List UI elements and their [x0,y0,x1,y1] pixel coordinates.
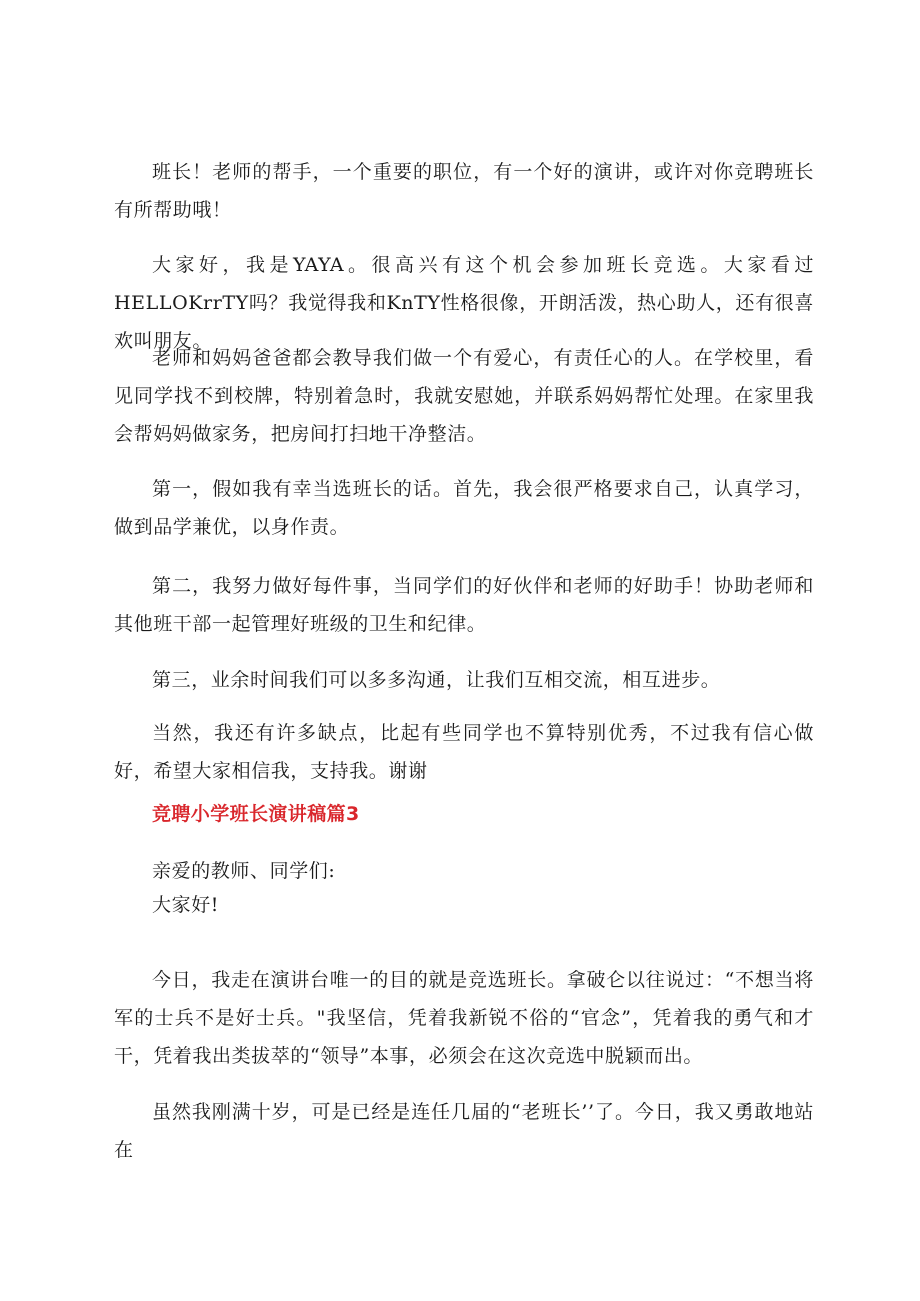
paragraph-speech-opening: 今日，我走在演讲台唯一的目的就是竞选班长。拿破仑以往说过：“不想当将军的士兵不是好士兵。"我坚信，凭着我新锐不俗的“官念”，凭着我的勇气和才干，凭着我出类拔萃的“领导”本事，必须会在这次竞选中脱颖而出。 [114,969,814,1067]
paragraph-speech-continued: 虽然我刚满十岁，可是已经是连任几届的“老班长’’了。今日，我又勇敢地站在 [114,1101,814,1161]
paragraph-point-two: 第二，我努力做好每件事，当同学们的好伙伴和老师的好助手！协助老师和其他班干部一起管理好班级的卫生和纪律。 [114,575,814,635]
paragraph-closing: 当然，我还有许多缺点，比起有些同学也不算特别优秀，不过我有信心做好，希望大家相信我，支持我。谢谢 [114,722,814,782]
paragraph-intro: 班长！老师的帮手，一个重要的职位，有一个好的演讲，或许对你竞聘班长有所帮助哦！ [114,161,814,221]
section-heading: 竞聘小学班长演讲稿篇3 [152,803,360,825]
salutation: 亲爱的教师、同学们: [152,860,336,882]
paragraph-self-introduction: 大家好，我是YAYA。很高兴有这个机会参加班长竞选。大家看过HELLOKrrTY吗？我觉得我和KnTY性格很像，开朗活泼，热心助人，还有很喜欢叫朋友。 [114,254,814,352]
paragraph-point-three: 第三，业余时间我们可以多多沟通，让我们互相交流，相互进步。 [152,669,721,691]
paragraph-teachings: 老师和妈妈爸爸都会教导我们做一个有爱心，有责任心的人。在学校里，看见同学找不到校牌，特别着急时，我就安慰她，并联系妈妈帮忙处理。在家里我会帮妈妈做家务，把房间打扫地干净整洁。 [114,347,814,445]
paragraph-point-one: 第一，假如我有幸当选班长的话。首先，我会很严格要求自己，认真学习，做到品学兼优，以身作责。 [114,478,814,538]
greeting: 大家好! [152,894,220,916]
